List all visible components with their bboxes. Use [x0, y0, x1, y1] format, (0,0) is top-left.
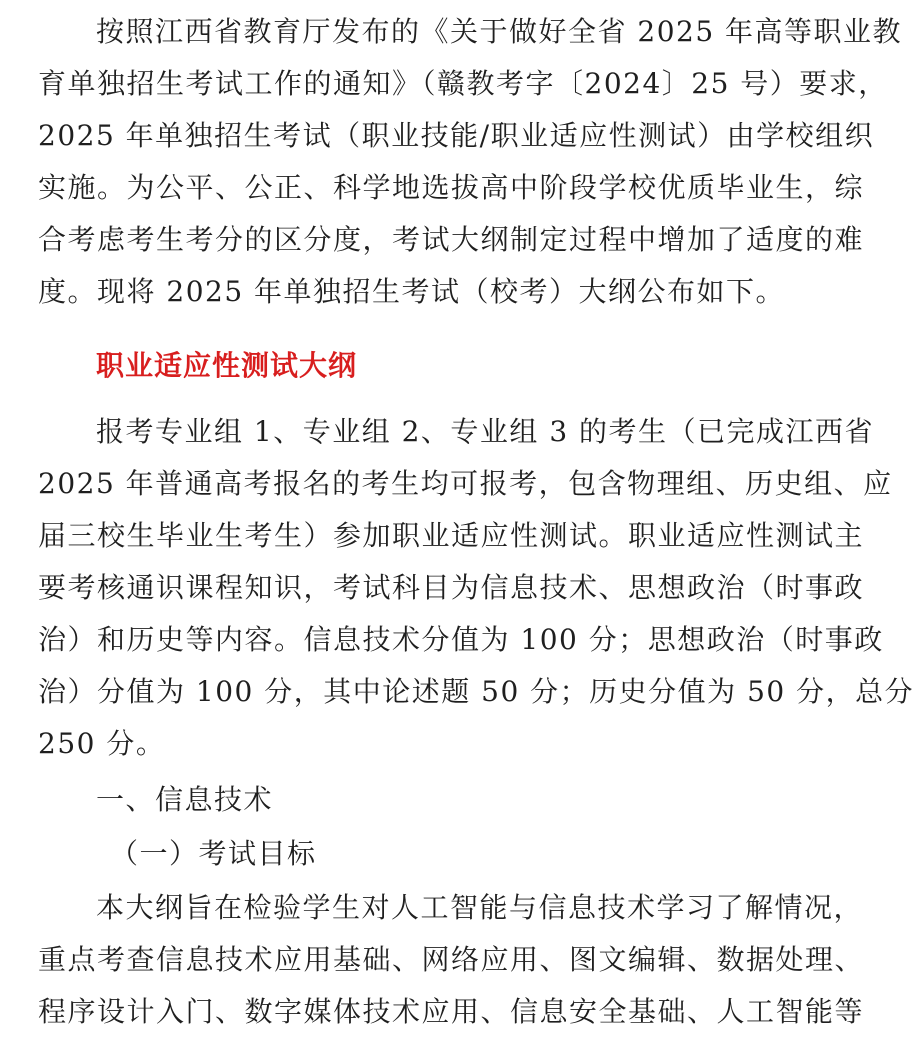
paragraph-1-line-6: 度。现将 2025 年单独招生考试（校考）大纲公布如下。 [38, 275, 786, 308]
paragraph-2-line-6: 治）分值为 100 分，其中论述题 50 分；历史分值为 50 分，总分 [38, 675, 915, 708]
paragraph-2-line-2: 2025 年普通高考报名的考生均可报考，包含物理组、历史组、应 [38, 467, 893, 500]
paragraph-1-line-5: 合考虑考生考分的区分度，考试大纲制定过程中增加了适度的难 [38, 223, 865, 256]
paragraph-2-line-7: 250 分。 [38, 727, 166, 760]
paragraph-1-line-1: 按照江西省教育厅发布的《关于做好全省 2025 年高等职业教 [96, 15, 903, 48]
paragraph-3-line-3: 程序设计入门、数字媒体技术应用、信息安全基础、人工智能等 [38, 995, 865, 1028]
paragraph-1-line-3: 2025 年单独招生考试（职业技能/职业适应性测试）由学校组织 [38, 119, 875, 152]
paragraph-2-line-4: 要考核通识课程知识，考试科目为信息技术、思想政治（时事政 [38, 571, 865, 604]
section-title-red: 职业适应性测试大纲 [96, 349, 358, 382]
paragraph-2-line-1: 报考专业组 1、专业组 2、专业组 3 的考生（已完成江西省 [96, 415, 875, 448]
paragraph-3-line-2: 重点考查信息技术应用基础、网络应用、图文编辑、数据处理、 [38, 943, 865, 976]
paragraph-2-line-5: 治）和历史等内容。信息技术分值为 100 分；思想政治（时事政 [38, 623, 884, 656]
subsection-heading-exam-goal: （一）考试目标 [110, 837, 317, 870]
paragraph-1-line-2: 育单独招生考试工作的通知》（赣教考字〔2024〕25 号）要求， [38, 67, 888, 100]
paragraph-3-line-1: 本大纲旨在检验学生对人工智能与信息技术学习了解情况， [96, 891, 864, 924]
paragraph-1-line-4: 实施。为公平、公正、科学地选拔高中阶段学校优质毕业生，综 [38, 171, 865, 204]
section-heading-info-tech: 一、信息技术 [96, 783, 274, 816]
paragraph-2-line-3: 届三校生毕业生考生）参加职业适应性测试。职业适应性测试主 [38, 519, 865, 552]
